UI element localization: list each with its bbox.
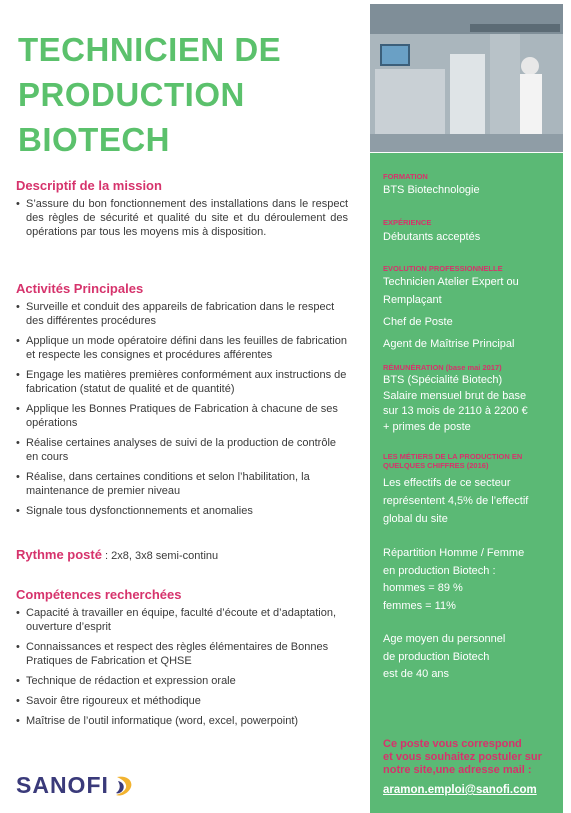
competences-heading: Compétences recherchées: [16, 587, 182, 602]
remuneration-line: Salaire mensuel brut de base: [383, 389, 527, 402]
contact-email-link[interactable]: aramon.emploi@sanofi.com: [383, 784, 537, 796]
cta-line: Ce poste vous correspond: [383, 738, 522, 750]
evolution-label: EVOLUTION PROFESSIONNELLE: [383, 264, 503, 273]
list-item: • Engage les matières premières conformément aux instructions de fabrication (statut de qualité et de quantité): [16, 368, 348, 396]
age-line: est de 40 ans: [383, 668, 450, 680]
mission-section: [16, 178, 348, 245]
list-item: • Maîtrise de l’outil informatique (word, excel, powerpoint): [16, 714, 348, 728]
list-item: • Signale tous dysfonctionnements et anomalies: [16, 504, 348, 518]
sanofi-logo: [16, 772, 135, 799]
repartition-line: en production Biotech :: [383, 564, 496, 577]
metiers-text: Les effectifs de ce secteur représentent 4,5% de l’effectif global du site: [383, 477, 529, 525]
repartition-line: femmes = 11%: [383, 599, 456, 612]
title-line-3: BIOTECH: [18, 121, 170, 158]
cta-block: [383, 738, 558, 777]
logo-text: SANOFI: [16, 772, 109, 798]
lab-photo: [370, 4, 563, 152]
list-item: • Applique les Bonnes Pratiques de Fabrication à chacune de ses opérations: [16, 402, 348, 430]
evolution-item: Agent de Maîtrise Principal: [383, 338, 515, 350]
logo-swirl-icon: [113, 773, 135, 799]
list-item: • Réalise, dans certaines conditions et selon l’habilitation, la maintenance de premier niveau: [16, 470, 348, 498]
list-item: • Surveille et conduit des appareils de fabrication dans le respect des différentes procédures: [16, 300, 348, 328]
repartition-line: Répartition Homme / Femme: [383, 547, 525, 559]
cta-line: notre site,une adresse mail :: [383, 764, 532, 776]
remuneration-line: + primes de poste: [383, 420, 471, 433]
evolution-item: Chef de Poste: [383, 316, 453, 328]
mission-heading: Descriptif de la mission: [16, 178, 162, 193]
formation-label: FORMATION: [383, 172, 428, 181]
formation-value: BTS Biotechnologie: [383, 184, 480, 196]
title-line-2: PRODUCTION: [18, 76, 245, 113]
mission-text: • S’assure du bon fonctionnement des installations dans le respect des règles de sécurité et qualité du site et du déroulement des opérations par tous les moyens mis à disposition.: [16, 197, 348, 239]
list-item: • Technique de rédaction et expression orale: [16, 674, 348, 688]
evolution-item: Technicien Atelier Expert ou Remplaçant: [383, 276, 519, 306]
remuneration-block: [383, 373, 558, 435]
age-line: Age moyen du personnel: [383, 633, 506, 645]
remuneration-line: BTS (Spécialité Biotech): [383, 374, 503, 386]
age-line: de production Biotech: [383, 650, 490, 663]
list-item: • Savoir être rigoureux et méthodique: [16, 694, 348, 708]
metiers-label: LES MÉTIERS DE LA PRODUCTION EN QUELQUES CHIFFRES (2016): [383, 452, 523, 470]
rythme-section: [16, 547, 348, 562]
list-item: • Capacité à travailler en équipe, faculté d’écoute et d’adaptation, ouverture d’esprit: [16, 606, 348, 634]
remuneration-label: RÉMUNÉRATION (base mai 2017): [383, 363, 502, 372]
experience-value: Débutants acceptés: [383, 231, 481, 243]
list-item: • Applique un mode opératoire défini dans les feuilles de fabrication et respecte les consignes et procédures afférentes: [16, 334, 348, 362]
list-item: • Connaissances et respect des règles élémentaires de Bonnes Pratiques de Fabrication et QHSE: [16, 640, 348, 668]
page-title: [18, 27, 358, 162]
title-line-1: TECHNICIEN DE: [18, 31, 282, 68]
evolution-list: [383, 273, 558, 353]
cta-line: et vous souhaitez postuler sur: [383, 751, 542, 763]
activites-section: [16, 281, 348, 524]
competences-section: [16, 587, 348, 734]
age-block: [383, 631, 558, 684]
experience-label: EXPÉRIENCE: [383, 218, 432, 227]
remuneration-line: sur 13 mois de 2110 à 2200 €: [383, 405, 528, 417]
rythme-text: : 2x8, 3x8 semi-continu: [101, 550, 219, 562]
list-item: • Réalise certaines analyses de suivi de la production de contrôle en cours: [16, 436, 348, 464]
rythme-heading: Rythme posté: [16, 547, 102, 562]
activites-heading: Activités Principales: [16, 281, 144, 296]
repartition-block: [383, 545, 558, 615]
repartition-line: hommes = 89 %: [383, 582, 463, 594]
